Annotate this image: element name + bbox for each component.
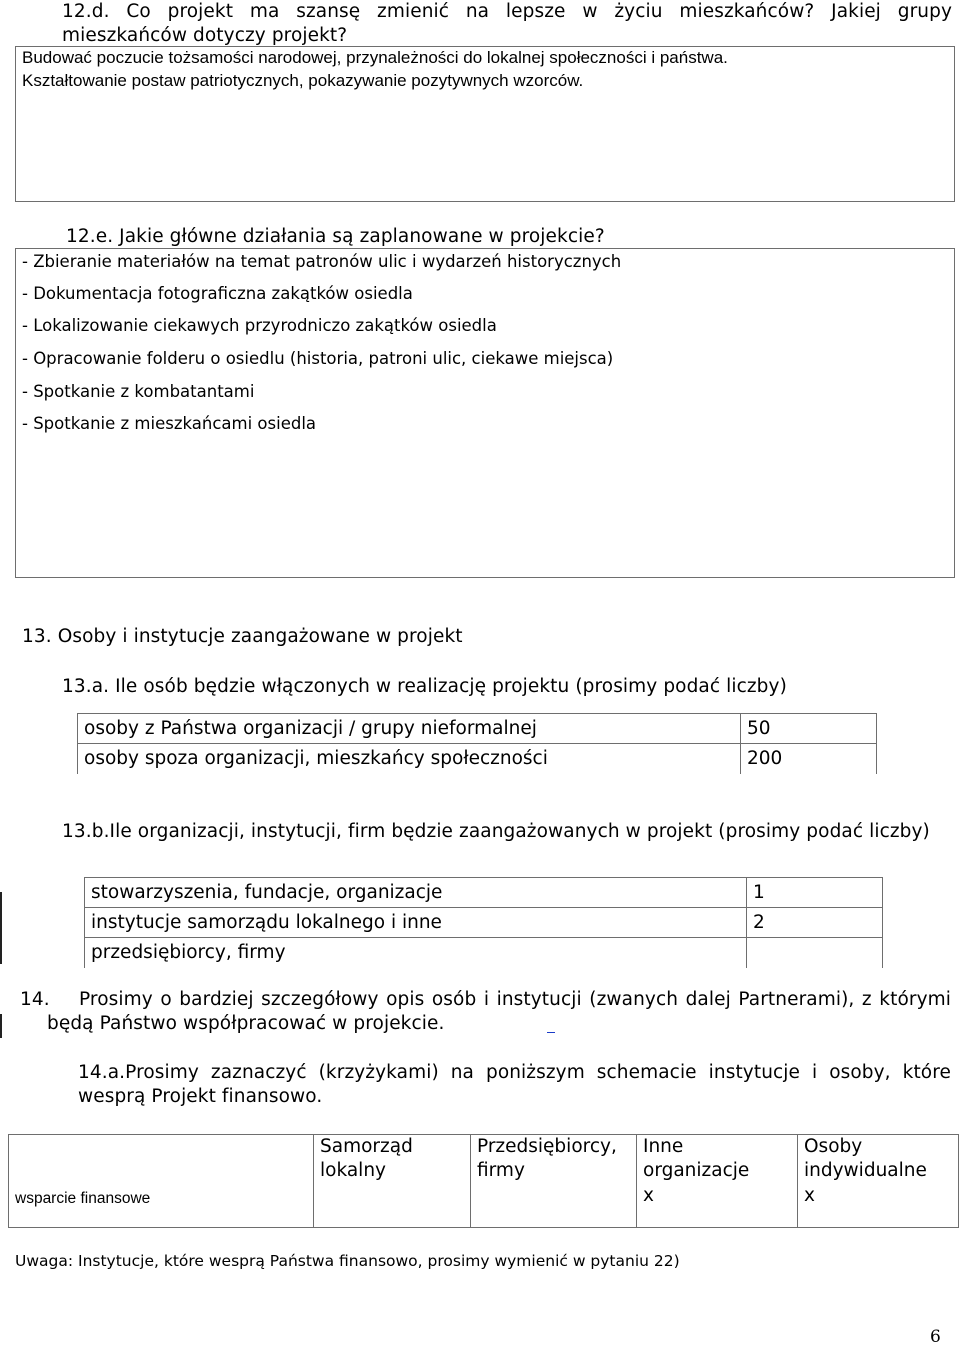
q13b-table <box>84 877 883 968</box>
fin-header <box>637 1135 798 1184</box>
fin-header-label: Inne organizacje <box>643 1136 750 1181</box>
fin-header-label: Osoby indywidualne <box>804 1136 927 1181</box>
activity-item: - Opracowanie folderu o osiedlu (historia, patroni ulic, ciekawe miejsca) <box>22 349 614 368</box>
q13b-value[interactable]: 2 <box>747 908 883 938</box>
q13b-value[interactable]: 1 <box>747 878 883 908</box>
activity-item: - Zbieranie materiałów na temat patronów ulic i wydarzeń historycznych <box>22 252 622 271</box>
fin-header <box>798 1135 959 1184</box>
fin-header <box>471 1135 637 1184</box>
table-row <box>85 878 883 908</box>
q12d-title: 12.d. Co projekt ma szansę zmienić na lepsze w życiu mieszkańców? Jakiej grupy mieszkańców dotyczy projekt? <box>62 1 952 46</box>
q13b-title: 13.b.Ile organizacji, instytucji, firm będzie zaangażowanych w projekt (prosimy podać liczby) <box>62 821 930 842</box>
activity-item: - Spotkanie z mieszkańcami osiedla <box>22 414 317 433</box>
table-row <box>9 1135 959 1184</box>
fin-cell[interactable] <box>471 1183 637 1227</box>
q12d-answer-line-2: Kształtowanie postaw patriotycznych, pokazywanie pozytywnych wzorców. <box>22 71 584 90</box>
activity-item: - Lokalizowanie ciekawych przyrodniczo zakątków osiedla <box>22 316 497 335</box>
link-underline <box>547 1032 555 1033</box>
margin-mark <box>0 1014 2 1038</box>
fin-header-label: Samorząd lokalny <box>320 1136 413 1181</box>
q13b-label: stowarzyszenia, fundacje, organizacje <box>85 878 747 908</box>
fin-header-empty <box>9 1135 314 1184</box>
q14-number: 14. <box>20 989 50 1010</box>
table-row <box>85 938 883 968</box>
fin-cell[interactable]: x <box>637 1183 798 1227</box>
fin-row-label <box>9 1183 314 1227</box>
q13a-title: 13.a. Ile osób będzie włączonych w realizację projektu (prosimy podać liczby) <box>62 676 787 697</box>
q13b-value[interactable] <box>747 938 883 968</box>
page-number: 6 <box>930 1327 941 1347</box>
table-row <box>9 1183 959 1227</box>
note: Uwaga: Instytucje, które wesprą Państwa finansowo, prosimy wymienić w pytaniu 22) <box>15 1252 680 1270</box>
activity-item: - Spotkanie z kombatantami <box>22 382 255 401</box>
q13a-value[interactable]: 50 <box>741 714 877 744</box>
q13a-value[interactable]: 200 <box>741 744 877 774</box>
table-row <box>85 908 883 938</box>
q13a-table <box>77 713 877 774</box>
fin-cell[interactable]: x <box>798 1183 959 1227</box>
table-row <box>78 744 877 774</box>
fin-row-label-text: wsparcie finansowe <box>15 1190 151 1207</box>
q12e-title: 12.e. Jakie główne działania są zaplanowane w projekcie? <box>66 226 605 247</box>
q14a-title: 14.a.Prosimy zaznaczyć (krzyżykami) na poniższym schemacie instytucje i osoby, które wesprą Projekt finansowo. <box>78 1062 951 1107</box>
q13b-label: instytucje samorządu lokalnego i inne <box>85 908 747 938</box>
fin-cell[interactable] <box>314 1183 471 1227</box>
financial-support-table <box>8 1134 959 1228</box>
margin-mark <box>0 892 2 964</box>
q13a-label: osoby z Państwa organizacji / grupy nieformalnej <box>78 714 741 744</box>
table-row <box>78 714 877 744</box>
fin-header <box>314 1135 471 1184</box>
activity-item: - Dokumentacja fotograficzna zakątków osiedla <box>22 284 413 303</box>
q13a-label: osoby spoza organizacji, mieszkańcy społeczności <box>78 744 741 774</box>
q13-title: 13. Osoby i instytucje zaangażowane w projekt <box>22 626 463 647</box>
fin-header-label: Przedsiębiorcy, firmy <box>477 1136 617 1181</box>
q13b-label: przedsiębiorcy, firmy <box>85 938 747 968</box>
q12d-answer-line-1: Budować poczucie tożsamości narodowej, przynależności do lokalnej społeczności i państwa. <box>22 48 728 67</box>
q14-title: Prosimy o bardziej szczegółowy opis osób i instytucji (zwanych dalej Partnerami), z którymi będą Państwo współpracować w projekcie. <box>47 989 951 1034</box>
